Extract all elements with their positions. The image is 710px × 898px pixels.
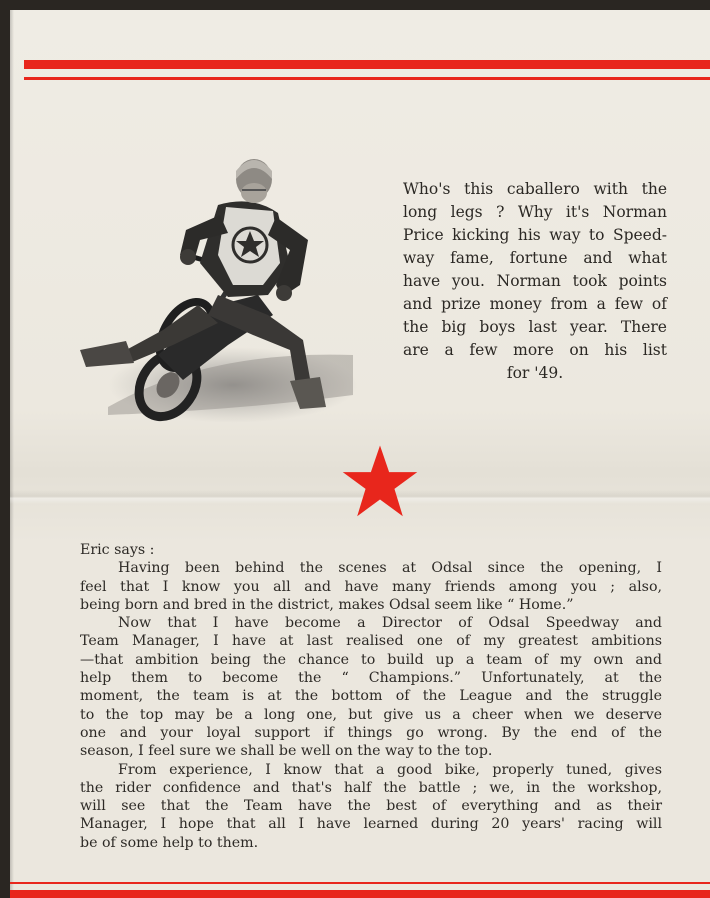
caption-line: Who's this caballero with the xyxy=(403,180,667,198)
article-line: be of some help to them. xyxy=(80,834,259,851)
eric-says-article xyxy=(80,541,662,852)
article-line: one and your loyal support if things go wrong. By the end of the xyxy=(80,724,662,741)
caption-line: way fame, fortune and what xyxy=(403,249,667,267)
article-line: the rider confidence and that's half the battle ; we, in the workshop, xyxy=(80,779,662,796)
caption-line: and prize money from a few of xyxy=(403,295,667,313)
article-line: —that ambition being the chance to build up a team of my own and xyxy=(80,651,662,668)
article-line: will see that the Team have the best of everything and as their xyxy=(80,798,662,815)
article-line: help them to become the “ Champions.” Unfortunately, at the xyxy=(80,670,662,687)
article-heading: Eric says : xyxy=(80,542,155,558)
article-line: Team Manager, I have at last realised one of my greatest ambitions xyxy=(80,633,662,650)
caption-line: long legs ? Why it's Norman xyxy=(403,203,667,221)
photo-caption xyxy=(403,178,667,385)
article-line: Manager, I hope that all I have learned during 20 years' racing will xyxy=(80,816,662,833)
article-line: to the top may be a long one, but give us a cheer when we deserve xyxy=(80,706,662,723)
caption-line: for '49. xyxy=(506,364,564,382)
article-line: being born and bred in the district, makes Odsal seem like “ Home.” xyxy=(80,596,574,613)
red-star-icon xyxy=(341,444,419,520)
bottom-red-rule-thick xyxy=(10,890,710,898)
top-red-rule-thick xyxy=(24,60,710,69)
top-red-rule-thin xyxy=(24,77,710,80)
caption-line: the big boys last year. There xyxy=(403,318,667,336)
page-edge-shadow xyxy=(10,10,14,898)
article-line: feel that I know you all and have many friends among you ; also, xyxy=(80,578,662,595)
program-page xyxy=(10,10,710,898)
speedway-rider-photo xyxy=(68,145,358,435)
bottom-red-rule-thin xyxy=(10,882,710,884)
article-line: moment, the team is at the bottom of the League and the struggle xyxy=(80,688,662,705)
article-line: season, I feel sure we shall be well on the way to the top. xyxy=(80,743,493,760)
caption-line: Price kicking his way to Speed- xyxy=(403,226,667,244)
caption-line: have you. Norman took points xyxy=(403,272,667,290)
article-line: Now that I have become a Director of Odsal Speedway and xyxy=(118,615,662,632)
article-line: From experience, I know that a good bike, properly tuned, gives xyxy=(118,761,662,778)
caption-line: are a few more on his list xyxy=(403,341,667,359)
article-line: Having been behind the scenes at Odsal since the opening, I xyxy=(118,560,662,577)
